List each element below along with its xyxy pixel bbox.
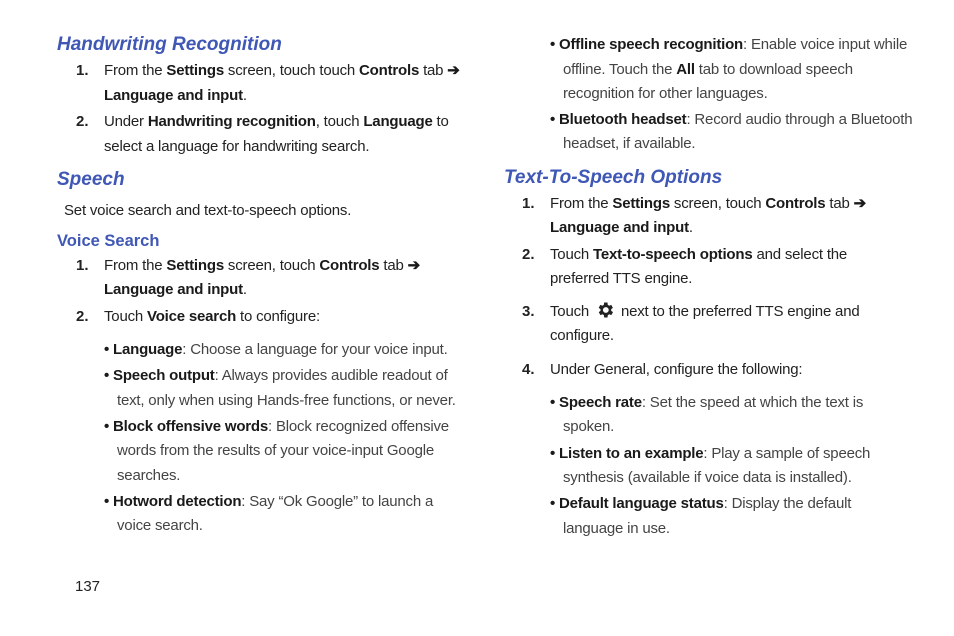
step-text: From the Settings screen, touch Controls tab ➔ [550,195,866,212]
step-number: 2. [76,308,89,325]
step-number: 2. [76,113,89,130]
heading-handwriting-recognition: Handwriting Recognition [57,34,282,55]
bullet-default-language-cont: language in use. [563,520,670,537]
step-number: 2. [522,246,535,263]
arrow-icon: ➔ [407,257,420,274]
step-text: Under Handwriting recognition, touch Language to [104,113,449,130]
bullet-hotword-cont: voice search. [117,517,203,534]
step-number: 3. [522,303,535,320]
bullet-hotword: • Hotword detection: Say “Ok Google” to launch a [104,493,434,510]
step-number: 4. [522,361,535,378]
step-text-cont: Language and input. [550,219,693,236]
heading-tts-options: Text-To-Speech Options [504,167,723,188]
step-text-cont: Language and input. [104,281,247,298]
bullet-block-offensive-cont: words from the results of your voice-input Google [117,442,435,459]
bullet-block-offensive: • Block offensive words: Block recognized offensive [104,418,449,435]
step-text: Touch Voice search to configure: [104,308,320,325]
bullet-language: • Language: Choose a language for your voice input. [104,341,448,358]
bullet-offline-speech-cont: offline. Touch the All tab to download speech [563,61,853,78]
arrow-icon: ➔ [853,195,866,212]
step-text: Touch next to the preferred TTS engine and [550,299,859,324]
bullet-bluetooth: • Bluetooth headset: Record audio through a Bluetooth [550,111,913,128]
step-text: Under General, configure the following: [550,361,803,378]
step-number: 1. [76,257,89,274]
gear-icon [595,300,615,320]
bullet-offline-speech-cont: recognition for other languages. [563,85,768,102]
step-text: Touch Text-to-speech options and select the [550,246,848,263]
bullet-speech-output-cont: text, only when using Hands-free functions, or never. [117,392,456,409]
heading-voice-search: Voice Search [57,232,160,250]
step-text-cont: configure. [550,327,614,344]
page-number: 137 [75,578,101,595]
bullet-block-offensive-cont: searches. [117,467,181,484]
step-text-cont: Language and input. [104,87,247,104]
speech-intro: Set voice search and text-to-speech options. [64,202,352,219]
step-number: 1. [522,195,535,212]
step-text: From the Settings screen, touch Controls tab ➔ [104,257,420,274]
bullet-listen-example: • Listen to an example: Play a sample of speech [550,445,871,462]
bullet-speech-rate-cont: spoken. [563,418,615,435]
step-number: 1. [76,62,89,79]
bullet-speech-rate: • Speech rate: Set the speed at which the text is [550,394,864,411]
bullet-bluetooth-cont: headset, if available. [563,135,696,152]
bullet-default-language: • Default language status: Display the default [550,495,852,512]
arrow-icon: ➔ [447,62,460,79]
bullet-offline-speech: • Offline speech recognition: Enable voice input while [550,36,908,53]
step-text-cont: select a language for handwriting search. [104,138,370,155]
step-text: From the Settings screen, touch touch Controls tab ➔ [104,62,460,79]
heading-speech: Speech [57,169,125,190]
bullet-listen-example-cont: synthesis (available if voice data is installed). [563,469,852,486]
step-text-cont: preferred TTS engine. [550,270,693,287]
bullet-speech-output: • Speech output: Always provides audible readout of [104,367,448,384]
